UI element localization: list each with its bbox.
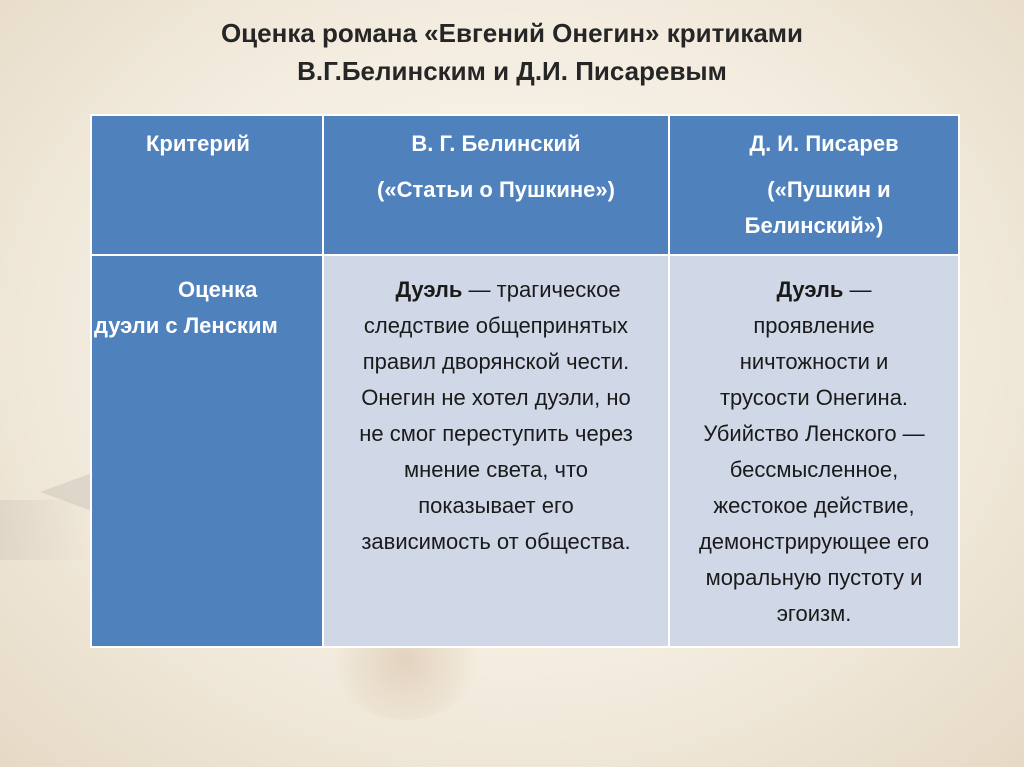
criterion-line-1: Оценка (178, 277, 258, 302)
belinsky-term: Дуэль (395, 277, 463, 302)
header-criterion-label: Критерий (146, 131, 250, 156)
belinsky-cell (323, 255, 669, 647)
pisarev-cell (669, 255, 959, 647)
pisarev-term: Дуэль (776, 277, 844, 302)
belinsky-line-4: Онегин не хотел дуэли, но (361, 385, 631, 410)
header-pisarev-work-2: Белинский») (744, 213, 884, 238)
table-header-row (91, 115, 959, 255)
table-row (91, 255, 959, 647)
header-pisarev-name: Д. И. Писарев (749, 131, 899, 156)
belinsky-line-2: следствие общепринятых (363, 313, 629, 338)
belinsky-line-8: зависимость от общества. (361, 529, 631, 554)
header-belinsky-name: В. Г. Белинский (411, 131, 581, 156)
criterion-line-2: дуэли с Ленским (94, 313, 278, 338)
slide-title (0, 14, 1024, 90)
slide-title-line-1: Оценка романа «Евгений Онегин» критиками (220, 18, 804, 48)
pisarev-line-7: жестокое действие, (713, 493, 915, 518)
background-decoration-edge (0, 500, 90, 560)
pisarev-line-6: бессмысленное, (729, 457, 899, 482)
pisarev-line-8: демонстрирующее его (698, 529, 930, 554)
slide-title-line-2: В.Г.Белинским и Д.И. Писаревым (297, 56, 727, 86)
pisarev-line-3: ничтожности и (739, 349, 889, 374)
comparison-table (90, 114, 960, 648)
belinsky-line-5: не смог переступить через (359, 421, 633, 446)
belinsky-line-7: показывает его (418, 493, 574, 518)
pisarev-line-10: эгоизм. (776, 601, 852, 626)
pisarev-line-9: моральную пустоту и (705, 565, 923, 590)
header-pisarev-work-1: («Пушкин и (767, 177, 891, 202)
belinsky-line-6: мнение света, что (403, 457, 589, 482)
header-criterion (91, 115, 323, 255)
belinsky-line-1: — трагическое (462, 277, 621, 302)
pisarev-line-4: трусости Онегина. (719, 385, 909, 410)
pisarev-line-2: проявление (753, 313, 875, 338)
belinsky-line-3: правил дворянской чести. (362, 349, 630, 374)
pisarev-line-5: Убийство Ленского — (703, 421, 925, 446)
criterion-cell (91, 255, 323, 647)
header-belinsky (323, 115, 669, 255)
header-belinsky-work: («Статьи о Пушкине») (377, 177, 615, 202)
header-pisarev (669, 115, 959, 255)
pisarev-line-1: — (843, 277, 872, 302)
